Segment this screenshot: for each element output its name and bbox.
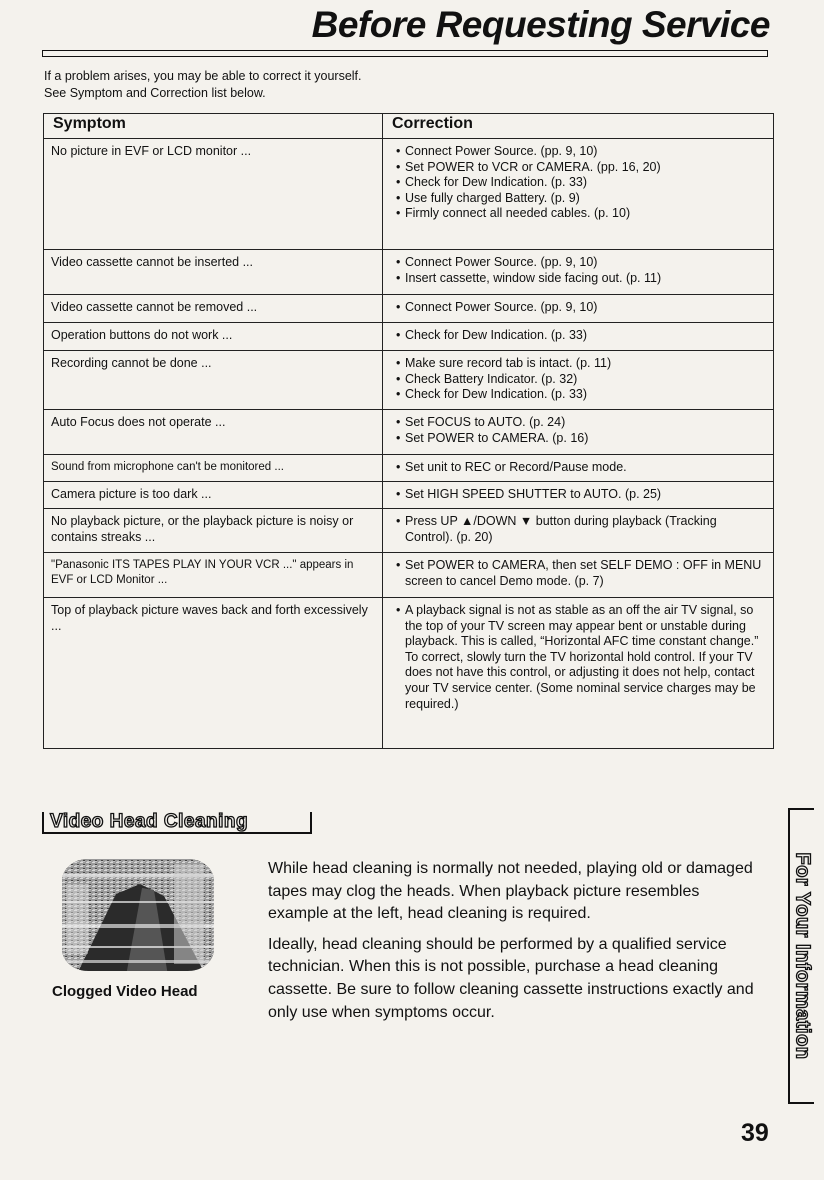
paragraph-1: While head cleaning is normally not needed, playing old or damaged tapes may clog the heads. When playback picture resembles example at the left, head cleaning is required.: [268, 860, 753, 923]
symptom-cell: Video cassette cannot be removed ...: [44, 295, 383, 323]
page-number: 39: [741, 1119, 769, 1147]
correction-item: • Connect Power Source. (pp. 9, 10): [396, 255, 767, 271]
correction-item: • Press UP ▲/DOWN ▼ button during playback (Tracking Control). (p. 20): [396, 514, 767, 545]
correction-item: • Check for Dew Indication. (p. 33): [396, 328, 767, 344]
correction-item: • Check for Dew Indication. (p. 33): [396, 175, 767, 191]
correction-item: • Set FOCUS to AUTO. (p. 24): [396, 415, 767, 431]
correction-item: • A playback signal is not as stable as an off the air TV signal, so the top of your TV screen may appear bent or unstable during playback. This is called, “Horizontal AFC time constant change.” To correct, slowly turn the TV horizontal hold control. If your TV does not have this control, or adjusting it does not help, contact your TV service center. (Some nominal service charges may be required.): [396, 603, 767, 712]
correction-item: • Connect Power Source. (pp. 9, 10): [396, 300, 767, 316]
table-row: [44, 295, 774, 323]
table-row: [44, 410, 774, 455]
correction-item: • Set HIGH SPEED SHUTTER to AUTO. (p. 25): [396, 487, 767, 503]
correction-cell: [383, 139, 774, 250]
correction-item: • Set POWER to CAMERA, then set SELF DEMO : OFF in MENU screen to cancel Demo mode. (p. 7): [396, 558, 767, 589]
correction-item: • Insert cassette, window side facing out. (p. 11): [396, 271, 767, 287]
page-title: Before Requesting Service: [311, 4, 770, 45]
table-row: [44, 139, 774, 250]
symptom-cell: Video cassette cannot be inserted ...: [44, 250, 383, 295]
symptom-cell: Operation buttons do not work ...: [44, 323, 383, 351]
table-row: [44, 553, 774, 598]
intro-line-1: If a problem arises, you may be able to correct it yourself.: [44, 69, 362, 83]
symptom-cell: Camera picture is too dark ...: [44, 482, 383, 509]
correction-cell: [383, 455, 774, 482]
symptom-cell: Recording cannot be done ...: [44, 351, 383, 410]
table-row: [44, 598, 774, 749]
correction-cell: [383, 553, 774, 598]
clogged-video-head-image: [56, 854, 220, 976]
correction-cell: [383, 509, 774, 553]
side-tab-label: For Your Information: [791, 852, 814, 1060]
image-caption: Clogged Video Head: [52, 983, 198, 1000]
symptom-cell: "Panasonic ITS TAPES PLAY IN YOUR VCR ..." appears in EVF or LCD Monitor ...: [44, 553, 383, 598]
table-row: [44, 351, 774, 410]
section-title-box: [42, 812, 312, 834]
intro-line-2: See Symptom and Correction list below.: [44, 86, 266, 100]
table-row: [44, 509, 774, 553]
title-rule: [42, 50, 768, 57]
correction-item: • Connect Power Source. (pp. 9, 10): [396, 144, 767, 160]
table-row: [44, 323, 774, 351]
correction-item: • Check for Dew Indication. (p. 33): [396, 387, 767, 403]
side-tab: [788, 808, 814, 1104]
table-row: [44, 482, 774, 509]
intro: [44, 68, 362, 102]
correction-item: • Set unit to REC or Record/Pause mode.: [396, 460, 767, 476]
correction-cell: [383, 323, 774, 351]
symptom-cell: Top of playback picture waves back and forth excessively ...: [44, 598, 383, 749]
correction-cell: [383, 295, 774, 323]
head-cleaning-text: [268, 858, 762, 1032]
symptom-correction-table: [43, 113, 774, 749]
table-row: [44, 250, 774, 295]
correction-cell: [383, 250, 774, 295]
correction-cell: [383, 598, 774, 749]
paragraph-2: Ideally, head cleaning should be performed by a qualified service technician. When this is not possible, purchase a head cleaning cassette. Be sure to follow cleaning cassette instructions exactly and only use when symptoms occur.: [268, 935, 754, 1021]
correction-cell: [383, 410, 774, 455]
correction-item: • Use fully charged Battery. (p. 9): [396, 191, 767, 207]
correction-item: • Make sure record tab is intact. (p. 11): [396, 356, 767, 372]
correction-cell: [383, 351, 774, 410]
correction-item: • Set POWER to CAMERA. (p. 16): [396, 431, 767, 447]
table-header-row: [44, 114, 774, 139]
section-title: Video Head Cleaning: [50, 811, 249, 832]
correction-cell: [383, 482, 774, 509]
symptom-cell: Sound from microphone can't be monitored ...: [44, 455, 383, 482]
correction-item: • Check Battery Indicator. (p. 32): [396, 372, 767, 388]
symptom-cell: No picture in EVF or LCD monitor ...: [44, 139, 383, 250]
symptom-cell: Auto Focus does not operate ...: [44, 410, 383, 455]
correction-header: Correction: [383, 114, 774, 139]
correction-item: • Firmly connect all needed cables. (p. 10): [396, 206, 767, 222]
correction-item: • Set POWER to VCR or CAMERA. (pp. 16, 20): [396, 160, 767, 176]
symptom-header: Symptom: [44, 114, 383, 139]
symptom-cell: No playback picture, or the playback picture is noisy or contains streaks ...: [44, 509, 383, 553]
table-row: [44, 455, 774, 482]
